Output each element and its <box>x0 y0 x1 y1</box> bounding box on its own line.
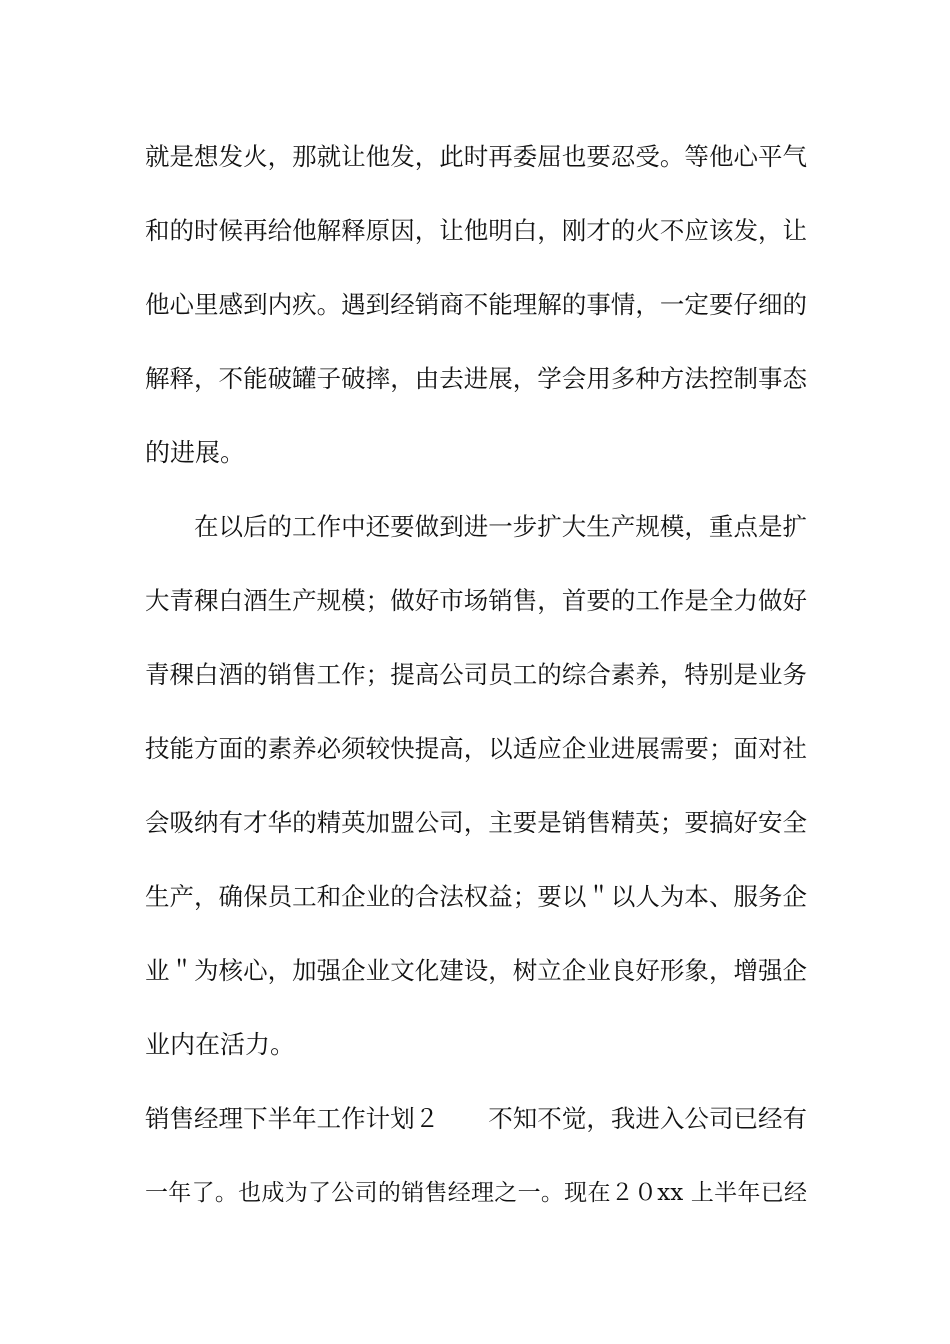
text-line: 大青稞白酒生产规模；做好市场销售，首要的工作是全力做好 <box>145 586 807 615</box>
text-line: 业内在活力。 <box>145 1030 296 1059</box>
text-line: 他心里感到内疚。遇到经销商不能理解的事情，一定要仔细的 <box>145 290 807 319</box>
text-line: 青稞白酒的销售工作；提高公司员工的综合素养，特别是业务 <box>145 660 807 689</box>
text-line: 和的时候再给他解释原因，让他明白，刚才的火不应该发，让 <box>145 216 807 245</box>
text-line: 的进展。 <box>145 438 246 467</box>
text-line: 技能方面的素养必须较快提高，以适应企业进展需要；面对社 <box>145 734 807 763</box>
text-line: 业＂为核心，加强企业文化建设，树立企业良好形象，增强企 <box>145 956 807 985</box>
text-line: 解释，不能破罐子破摔，由去进展，学会用多种方法控制事态 <box>145 364 807 393</box>
text-line: 生产，确保员工和企业的合法权益；要以＂以人为本、服务企 <box>145 882 807 911</box>
text-line: 就是想发火，那就让他发，此时再委屈也要忍受。等他心平气 <box>145 142 807 171</box>
text-line: 一年了。也成为了公司的销售经理之一。现在２０xx 上半年已经 <box>145 1180 807 1206</box>
section-heading-line: 销售经理下半年工作计划２ 不知不觉，我进入公司已经有 <box>145 1104 807 1133</box>
paragraph-first-line: 在以后的工作中还要做到进一步扩大生产规模，重点是扩 <box>194 512 807 541</box>
text-line: 会吸纳有才华的精英加盟公司，主要是销售精英；要搞好安全 <box>145 808 807 837</box>
